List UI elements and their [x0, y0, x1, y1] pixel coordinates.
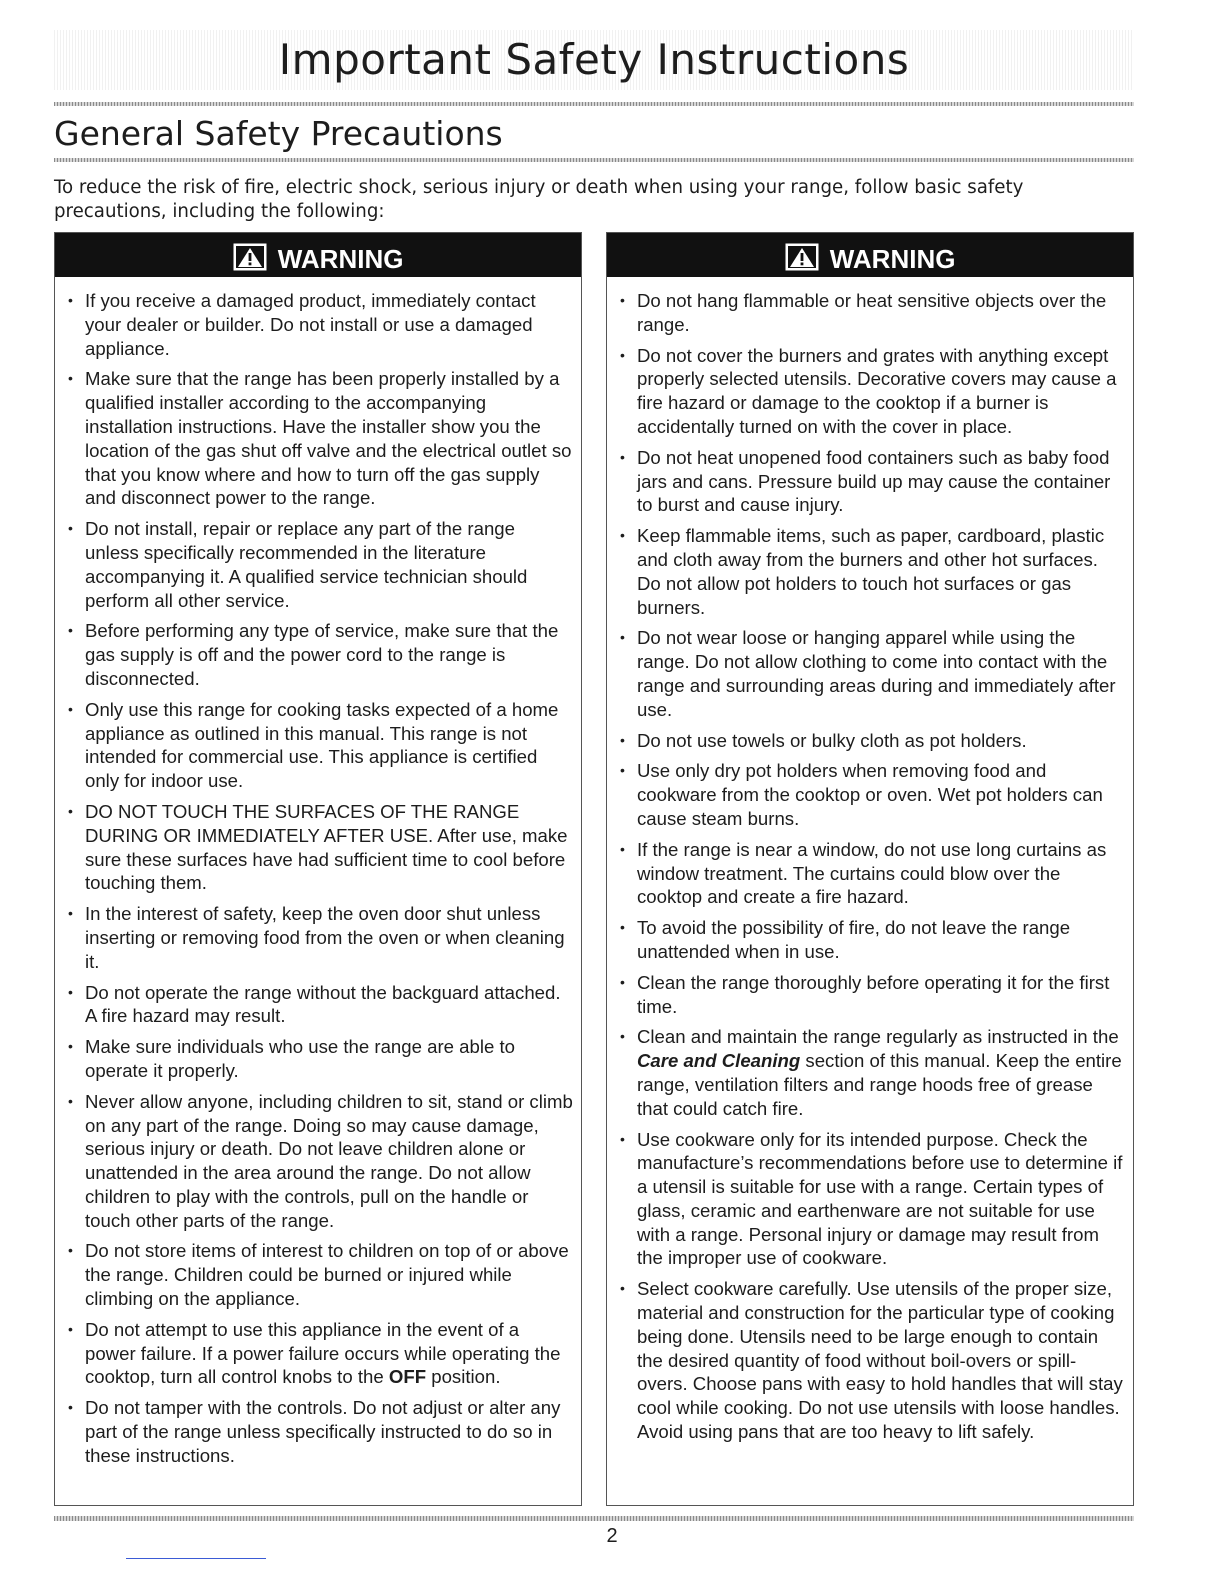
- page-title: Important Safety Instructions: [278, 35, 910, 84]
- care-and-cleaning-reference: Care and Cleaning: [637, 1050, 801, 1072]
- list-item-text: Do not attempt to use this appliance in the event of a power failure. If a power failure occurs while operating the cooktop, turn all control knobs to the: [85, 1318, 561, 1388]
- section-title: General Safety Precautions: [54, 114, 503, 153]
- list-item: • Make sure individuals who use the range are able to operate it properly.: [65, 1035, 573, 1083]
- intro-text: To reduce the risk of fire, electric shock, serious injury or death when using your range, follow basic safety precautions, including the following:: [54, 177, 1024, 222]
- list-item: • Do not hang flammable or heat sensitive objects over the range.: [617, 289, 1125, 337]
- list-item: • If the range is near a window, do not use long curtains as window treatment. The curtains could blow over the cooktop and create a fire hazard.: [617, 838, 1125, 909]
- list-item: • In the interest of safety, keep the oven door shut unless inserting or removing food from the oven or when cleaning it.: [65, 902, 573, 973]
- list-item: • Clean the range thoroughly before operating it for the first time.: [617, 971, 1125, 1019]
- list-item: • To avoid the possibility of fire, do not leave the range unattended when in use.: [617, 916, 1125, 964]
- warning-label: WARNING: [829, 244, 956, 275]
- alert-triangle-icon: [785, 243, 819, 271]
- list-item: • Do not heat unopened food containers such as baby food jars and cans. Pressure build up may cause the container to burst and cause injury.: [617, 446, 1125, 517]
- warning-box-left: [54, 232, 582, 1506]
- list-item-text: Clean and maintain the range regularly as instructed in the: [637, 1026, 1119, 1048]
- list-item-text: position.: [426, 1366, 501, 1388]
- list-item: • Only use this range for cooking tasks expected of a home appliance as outlined in this manual. This range is not intended for commercial use. This appliance is certified only for indoor use.: [65, 698, 573, 793]
- list-item: • Never allow anyone, including children to sit, stand or climb on any part of the range. Doing so may cause damage, serious injury or death. Do not leave children alone or unattended in the area around the range. Do not allow children to play with the controls, pull on the handle or touch other parts of the range.: [65, 1090, 573, 1233]
- page-number: 2: [606, 1525, 618, 1547]
- section-divider: [54, 158, 1134, 162]
- warning-list-right: [607, 277, 1133, 1444]
- warning-box-right: [606, 232, 1134, 1506]
- list-item: • Use only dry pot holders when removing food and cookware from the cooktop or oven. Wet pot holders can cause steam burns.: [617, 759, 1125, 830]
- alert-triangle-icon: [233, 243, 267, 271]
- list-item: • Do not use towels or bulky cloth as pot holders.: [617, 729, 1125, 753]
- footer-divider: [54, 1516, 1134, 1521]
- list-item-text: section of this manual. Keep the entire range, ventilation filters and range hoods free of grease that could catch fire.: [637, 1050, 1122, 1119]
- footer-line: [126, 1558, 266, 1559]
- list-item: • Make sure that the range has been properly installed by a qualified installer according to the accompanying installation instructions. Have the installer show you the location of the gas shut off valve and the electrical outlet so that you know where and how to turn off the gas supply and disconnect power to the range.: [65, 367, 573, 510]
- list-item: • Use cookware only for its intended purpose. Check the manufacture’s recommendations before use to determine if a utensil is suitable for use with a range. Certain types of glass, ceramic and earthenware are not suitable for use with a range. Personal injury or damage may result from the improper use of cookware.: [617, 1128, 1125, 1271]
- list-item: • Do not operate the range without the backguard attached. A fire hazard may result.: [65, 981, 573, 1029]
- warning-label: WARNING: [277, 244, 404, 275]
- warning-list-left: [55, 277, 581, 1468]
- list-item: [65, 1318, 573, 1389]
- list-item: [617, 1025, 1125, 1120]
- list-item: • Do not store items of interest to children on top of or above the range. Children could be burned or injured while climbing on the appliance.: [65, 1239, 573, 1310]
- list-item: • DO NOT TOUCH THE SURFACES OF THE RANGE DURING OR IMMEDIATELY AFTER USE. After use, make sure these surfaces have had sufficient time to cool before touching them.: [65, 800, 573, 895]
- list-item: • Do not tamper with the controls. Do not adjust or alter any part of the range unless specifically instructed to do so in these instructions.: [65, 1396, 573, 1467]
- warning-header: [55, 233, 581, 277]
- list-item: • Do not wear loose or hanging apparel while using the range. Do not allow clothing to come into contact with the range and surrounding areas during and immediately after use.: [617, 626, 1125, 721]
- warning-header: [607, 233, 1133, 277]
- list-item: • Before performing any type of service, make sure that the gas supply is off and the power cord to the range is disconnected.: [65, 619, 573, 690]
- list-item: • Do not install, repair or replace any part of the range unless specifically recommended in the literature accompanying it. A qualified service technician should perform all other service.: [65, 517, 573, 612]
- list-item: • Keep flammable items, such as paper, cardboard, plastic and cloth away from the burners and other hot surfaces. Do not allow pot holders to touch hot surfaces or gas burners.: [617, 524, 1125, 619]
- list-item: • Select cookware carefully. Use utensils of the proper size, material and construction for the particular type of cooking being done. Utensils need to be large enough to contain the desired quantity of food without boil-overs or spill-overs. Choose pans with easy to hold handles that will stay cool while cooking. Do not use utensils with loose handles. Avoid using pans that are too heavy to lift safely.: [617, 1277, 1125, 1444]
- off-keyword: OFF: [388, 1366, 427, 1388]
- list-item: • Do not cover the burners and grates with anything except properly selected utensils. Decorative covers may cause a fire hazard or damage to the cooktop if a burner is accidentally turned on with the cover in place.: [617, 344, 1125, 439]
- list-item: • If you receive a damaged product, immediately contact your dealer or builder. Do not install or use a damaged appliance.: [65, 289, 573, 360]
- title-divider: [54, 102, 1134, 106]
